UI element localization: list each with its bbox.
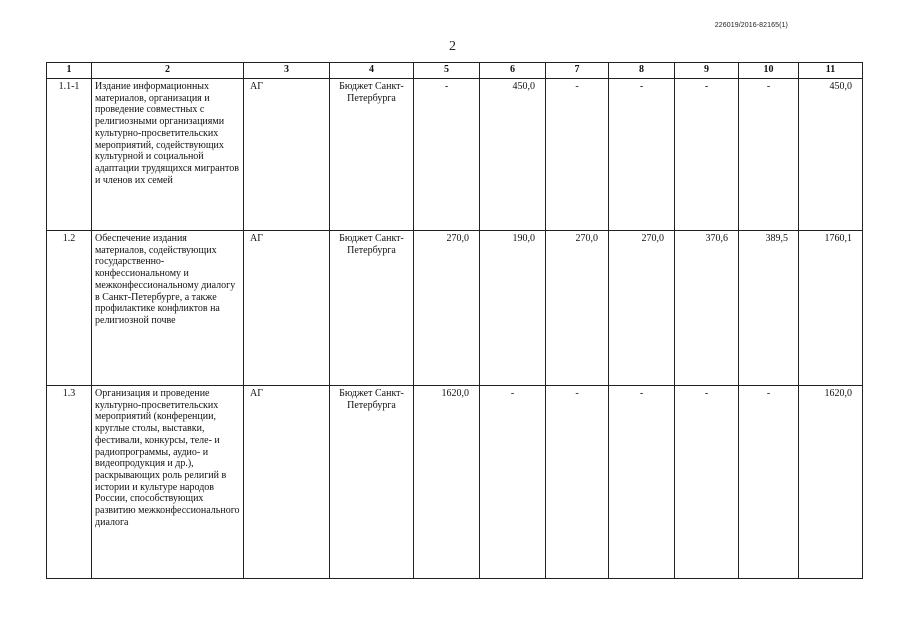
executor: АГ xyxy=(244,386,330,579)
value-col6: 450,0 xyxy=(480,79,546,231)
value-col5: - xyxy=(414,79,480,231)
column-header: 3 xyxy=(244,63,330,79)
row-number: 1.3 xyxy=(47,386,92,579)
table-row xyxy=(47,231,863,386)
row-number: 1.2 xyxy=(47,231,92,386)
value-col11-total: 1620,0 xyxy=(799,386,863,579)
document-id: 226019/2016-82165(1) xyxy=(714,22,788,29)
row-number: 1.1-1 xyxy=(47,79,92,231)
column-header: 2 xyxy=(92,63,244,79)
value-col9: - xyxy=(675,79,739,231)
table-row xyxy=(47,386,863,579)
column-header: 10 xyxy=(739,63,799,79)
column-header: 9 xyxy=(675,63,739,79)
value-col6: 190,0 xyxy=(480,231,546,386)
value-col8: - xyxy=(609,386,675,579)
activity-description: Обеспечение издания материалов, содействующих государственно-конфессиональному и межконфессиональному диалогу в Санкт-Петербурге, а также профилактике конфликтов на религиозной почве xyxy=(92,231,244,386)
column-header: 5 xyxy=(414,63,480,79)
value-col8: 270,0 xyxy=(609,231,675,386)
budget-table xyxy=(46,62,863,579)
value-col5: 270,0 xyxy=(414,231,480,386)
column-header: 4 xyxy=(330,63,414,79)
value-col10: - xyxy=(739,386,799,579)
executor: АГ xyxy=(244,231,330,386)
column-header: 7 xyxy=(546,63,609,79)
executor: АГ xyxy=(244,79,330,231)
funding-source: Бюджет Санкт-Петербурга xyxy=(330,79,414,231)
funding-source: Бюджет Санкт-Петербурга xyxy=(330,231,414,386)
column-header: 1 xyxy=(47,63,92,79)
value-col9: - xyxy=(675,386,739,579)
value-col5: 1620,0 xyxy=(414,386,480,579)
value-col7: - xyxy=(546,386,609,579)
column-header: 6 xyxy=(480,63,546,79)
value-col6: - xyxy=(480,386,546,579)
value-col9: 370,6 xyxy=(675,231,739,386)
value-col8: - xyxy=(609,79,675,231)
value-col10: - xyxy=(739,79,799,231)
value-col11-total: 450,0 xyxy=(799,79,863,231)
value-col7: - xyxy=(546,79,609,231)
funding-source: Бюджет Санкт-Петербурга xyxy=(330,386,414,579)
value-col7: 270,0 xyxy=(546,231,609,386)
activity-description: Издание информационных материалов, организация и проведение совместных с религиозными организациями культурно-просветительских мероприятий, содействующих культурной и социальной адаптации трудящихся мигрантов и членов их семей xyxy=(92,79,244,231)
table-header-row xyxy=(47,63,863,79)
value-col11-total: 1760,1 xyxy=(799,231,863,386)
column-header: 11 xyxy=(799,63,863,79)
activity-description: Организация и проведение культурно-просветительских мероприятий (конференции, круглые столы, выставки, фестивали, конкурсы, теле- и радиопрограммы, аудио- и видеопродукция и др.), раскрывающих роль религий в истории и культуре народов России, способствующих развитию межконфессионального диалога xyxy=(92,386,244,579)
value-col10: 389,5 xyxy=(739,231,799,386)
column-header: 8 xyxy=(609,63,675,79)
table-row xyxy=(47,79,863,231)
page-number: 2 xyxy=(449,39,456,54)
